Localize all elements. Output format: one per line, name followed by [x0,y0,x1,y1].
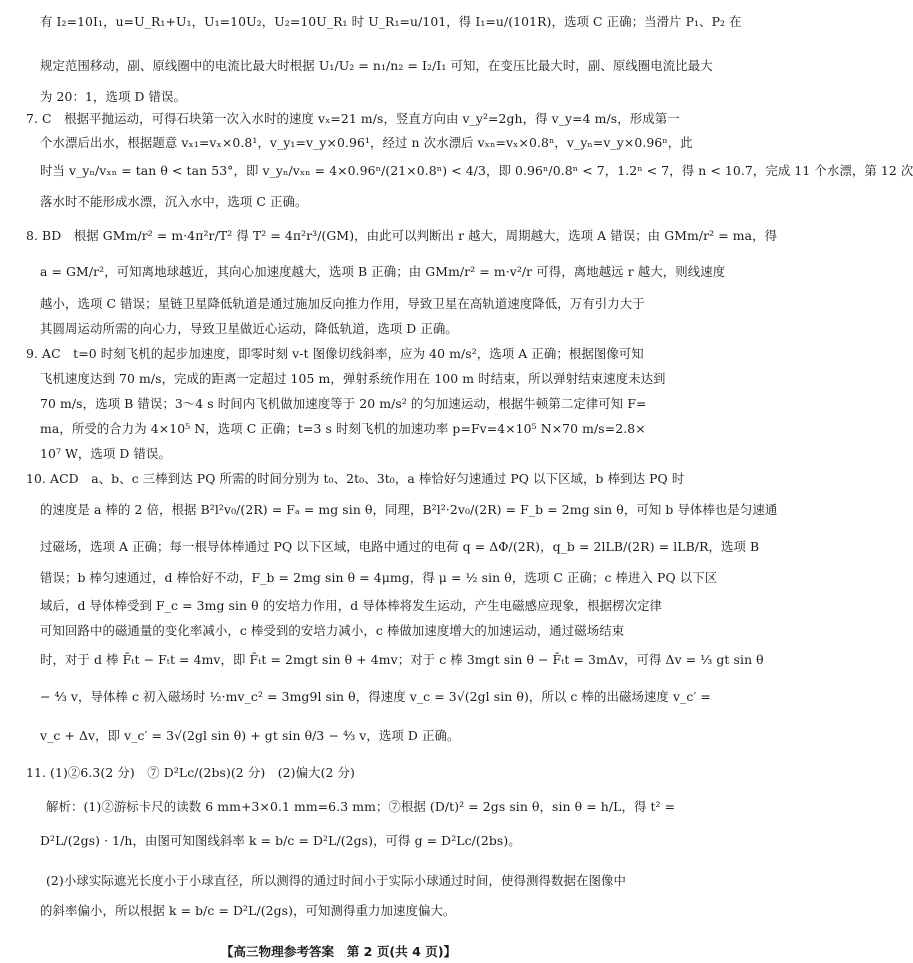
text-line: 解析：(1)②游标卡尺的读数 6 mm+3×0.1 mm=6.3 mm；⑦根据 (D/t)² = 2gs sin θ，sin θ = h/L，得 t² = [46,799,676,814]
text-line: 其圆周运动所需的向心力，导致卫星做近心运动，降低轨道，选项 D 正确。 [40,321,458,336]
text-line: 为 20：1，选项 D 错误。 [40,89,187,104]
text-line: 70 m/s，选项 B 错误；3～4 s 时间内飞机做加速度等于 20 m/s² 的匀加速运动，根据牛顿第二定律可知 F= [40,396,647,411]
text-line: 飞机速度达到 70 m/s，完成的距离一定超过 105 m，弹射系统作用在 100 m 时结束，所以弹射结束速度未达到 [40,371,666,386]
text-line: 的斜率偏小，所以根据 k = b/c = D²L/(2gs)，可知测得重力加速度偏大。 [40,903,456,918]
text-line: (2)小球实际遮光长度小于小球直径，所以测得的通过时间小于实际小球通过时间，使得测得数据在图像中 [46,873,626,888]
text-line: 可知回路中的磁通量的变化率减小，c 棒受到的安培力减小，c 棒做加速度增大的加速运动，通过磁场结束 [40,623,625,638]
text-line: 错误；b 棒匀速通过，d 棒恰好不动，F_b = 2mg sin θ = 4μmg，得 μ = ½ sin θ，选项 C 正确；c 棒进入 PQ 以下区 [40,570,718,585]
text-line: 规定范围移动，副、原线圈中的电流比最大时根据 U₁/U₂ = n₁/n₂ = I₂/I₁ 可知，在变压比最大时，副、原线圈电流比最大 [40,58,713,73]
text-line: 域后，d 导体棒受到 F_c = 3mg sin θ 的安培力作用，d 导体棒将发生运动，产生电磁感应现象，根据楞次定律 [40,598,663,613]
text-line: 11. (1)②6.3(2 分) ⑦ D²Lc/(2bs)(2 分) (2)偏大(2 分) [26,765,355,780]
text-line: a = GM/r²，可知离地球越近，其向心加速度越大，选项 B 正确；由 GMm/r² = m·v²/r 可得，离地越远 r 越大，则线速度 [40,264,726,279]
text-line: 时当 v_yₙ/vₓₙ = tan θ < tan 53°，即 v_yₙ/vₓₙ = 4×0.96ⁿ/(21×0.8ⁿ) < 4/3，即 0.96ⁿ/0.8ⁿ < 7，1.2ⁿ < 7，得 n < 10.7，完成 11 个水漂，第 12 次 [40,163,913,178]
text-line: D²L/(2gs) · 1/h，由图可知图线斜率 k = b/c = D²L/(2gs)，可得 g = D²Lc/(2bs)。 [40,833,521,848]
text-line: − ⁴⁄₃ v，导体棒 c 初入磁场时 ½·mv_c² = 3mg9l sin θ，得速度 v_c = 3√(2gl sin θ)，所以 c 棒的出磁场速度 v_c′ = [40,689,711,704]
text-line: 越小，选项 C 错误；星链卫星降低轨道是通过施加反向推力作用，导致卫星在高轨道速度降低，万有引力大于 [40,296,645,311]
text-line: 8. BD 根据 GMm/r² = m·4π²r/T² 得 T² = 4π²r³/(GM)，由此可以判断出 r 越大，周期越大，选项 A 错误；由 GMm/r² = ma，得 [26,228,778,243]
text-line: 时，对于 d 棒 F̄ₜt − Fₜt = 4mv，即 F̄ₜt = 2mgt sin θ + 4mv；对于 c 棒 3mgt sin θ − F̄ₜt = 3mΔv，可得 Δv = ⅓ gt sin θ [40,652,764,667]
text-line: v_c + Δv，即 v_c′ = 3√(2gl sin θ) + gt sin θ/3 − ⁴⁄₃ v，选项 D 正确。 [40,728,460,743]
text-line: 10⁷ W，选项 D 错误。 [40,446,171,461]
text-line: ma，所受的合力为 4×10⁵ N，选项 C 正确；t=3 s 时刻飞机的加速功率 p=Fv=4×10⁵ N×70 m/s=2.8× [40,421,646,436]
text-line: 7. C 根据平抛运动，可得石块第一次入水时的速度 vₓ=21 m/s，竖直方向由 v_y²=2gh，得 v_y=4 m/s，形成第一 [26,111,680,126]
text-line: 过磁场，选项 A 正确；每一根导体棒通过 PQ 以下区域，电路中通过的电荷 q = ΔΦ/(2R)，q_b = 2lLB/(2R) = lLB/R，选项 B [40,539,760,554]
text-line: 有 I₂=10I₁，u=U_R₁+U₁，U₁=10U₂，U₂=10U_R₁ 时 U_R₁=u/101，得 I₁=u/(101R)，选项 C 正确；当滑片 P₁、P₂ 在 [40,14,742,29]
text-line: 9. AC t=0 时刻飞机的起步加速度，即零时刻 v-t 图像切线斜率，应为 40 m/s²，选项 A 正确；根据图像可知 [26,346,644,361]
page-footer: 【高三物理参考答案 第 2 页(共 4 页)】 [220,944,457,959]
text-line: 个水漂后出水，根据题意 vₓ₁=vₓ×0.8¹，v_y₁=v_y×0.96¹，经过 n 次水漂后 vₓₙ=vₓ×0.8ⁿ，v_yₙ=v_y×0.96ⁿ，此 [40,135,693,150]
text-line: 落水时不能形成水漂，沉入水中，选项 C 正确。 [40,194,308,209]
text-line: 10. ACD a、b、c 三棒到达 PQ 所需的时间分别为 t₀、2t₀、3t₀，a 棒恰好匀速通过 PQ 以下区域，b 棒到达 PQ 时 [26,471,685,486]
text-line: 的速度是 a 棒的 2 倍，根据 B²l²v₀/(2R) = Fₐ = mg sin θ，同理，B²l²·2v₀/(2R) = F_b = 2mg sin θ，可知 b 导体棒也是匀速通 [40,502,778,517]
